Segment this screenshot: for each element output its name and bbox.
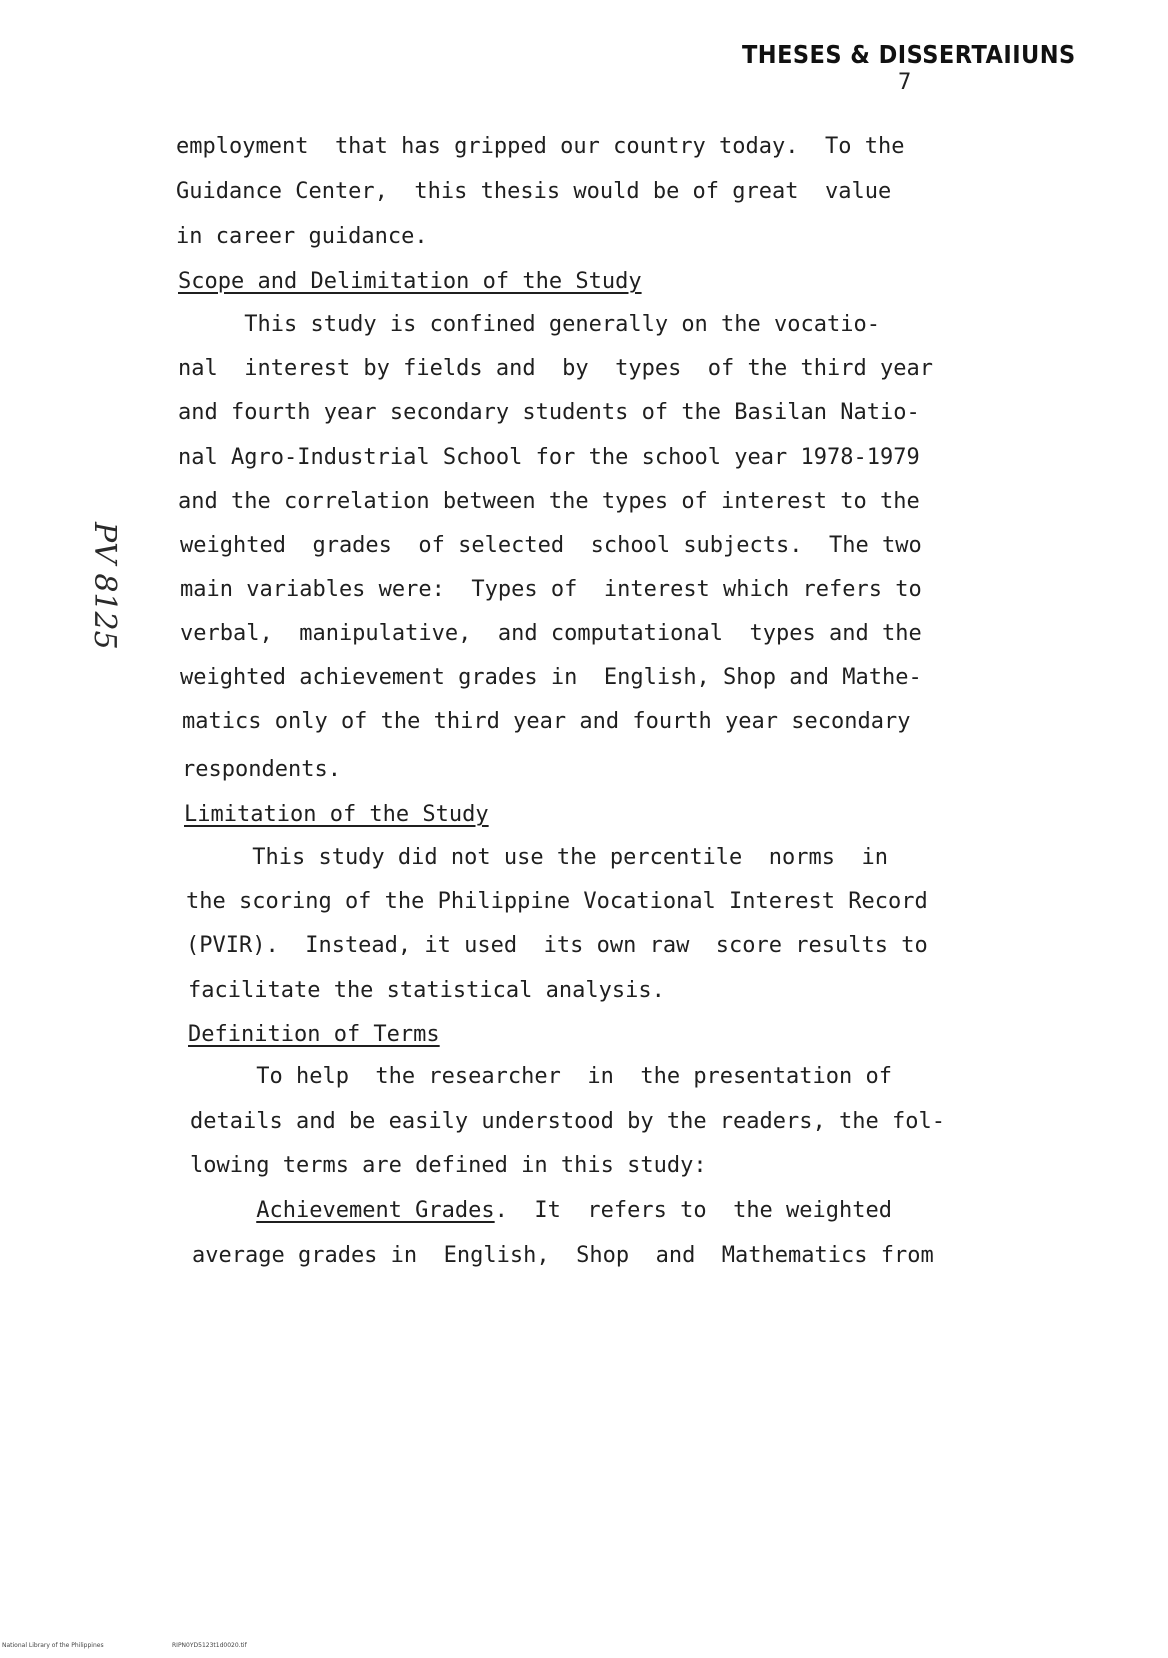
body-line: facilitate the statistical analysis. xyxy=(188,978,665,1003)
page-number: 7 xyxy=(898,70,912,95)
body-line: nal interest by fields and by types of the third year xyxy=(178,356,933,381)
body-line: details and be easily understood by the readers, the fol- xyxy=(190,1109,945,1134)
body-line: the scoring of the Philippine Vocational Interest Record xyxy=(186,889,928,914)
body-line: average grades in English, Shop and Mathematics from xyxy=(192,1243,934,1268)
body-line: and the correlation between the types of interest to the xyxy=(178,489,920,514)
body-line: To help the researcher in the presentation of xyxy=(190,1064,892,1089)
body-line: verbal, manipulative, and computational types and the xyxy=(180,621,922,646)
footer-filename: RIPN0YD5123t1d0020.tif xyxy=(172,1642,247,1649)
footer-library: National Library of the Philippines xyxy=(2,1642,104,1649)
body-line: nal Agro-Industrial School for the school year 1978-1979 xyxy=(178,445,920,470)
body-line: This study is confined generally on the vocatio- xyxy=(178,312,880,337)
body-line: weighted grades of selected school subjects. The two xyxy=(180,533,922,558)
body-line: (PVIR). Instead, it used its own raw score results to xyxy=(186,933,928,958)
body-line: matics only of the third year and fourth year secondary xyxy=(182,709,911,734)
body-line: respondents. xyxy=(182,757,341,782)
body-line: and fourth year secondary students of the Basilan Natio- xyxy=(178,400,920,425)
section-heading-limitation: Limitation of the Study xyxy=(184,802,489,827)
body-line: lowing terms are defined in this study: xyxy=(190,1153,707,1178)
body-line-term: Achievement Grades. It refers to the weighted xyxy=(256,1198,893,1223)
body-line: weighted achievement grades in English, Shop and Mathe- xyxy=(180,665,922,690)
body-line: in career guidance. xyxy=(176,224,428,249)
section-heading-scope: Scope and Delimitation of the Study xyxy=(178,269,642,294)
defined-term: Achievement Grades xyxy=(256,1198,495,1223)
theses-dissertations-stamp: THESES & DISSERTAIIUNS xyxy=(742,40,1076,69)
body-line: Guidance Center, this thesis would be of great value xyxy=(176,179,892,204)
handwritten-margin-note: PV 8125 xyxy=(87,522,122,650)
body-line: employment that has gripped our country today. To the xyxy=(176,134,905,159)
section-heading-definition: Definition of Terms xyxy=(188,1022,440,1047)
body-line: This study did not use the percentile norms in xyxy=(186,845,888,870)
body-line: main variables were: Types of interest which refers to xyxy=(180,577,922,602)
